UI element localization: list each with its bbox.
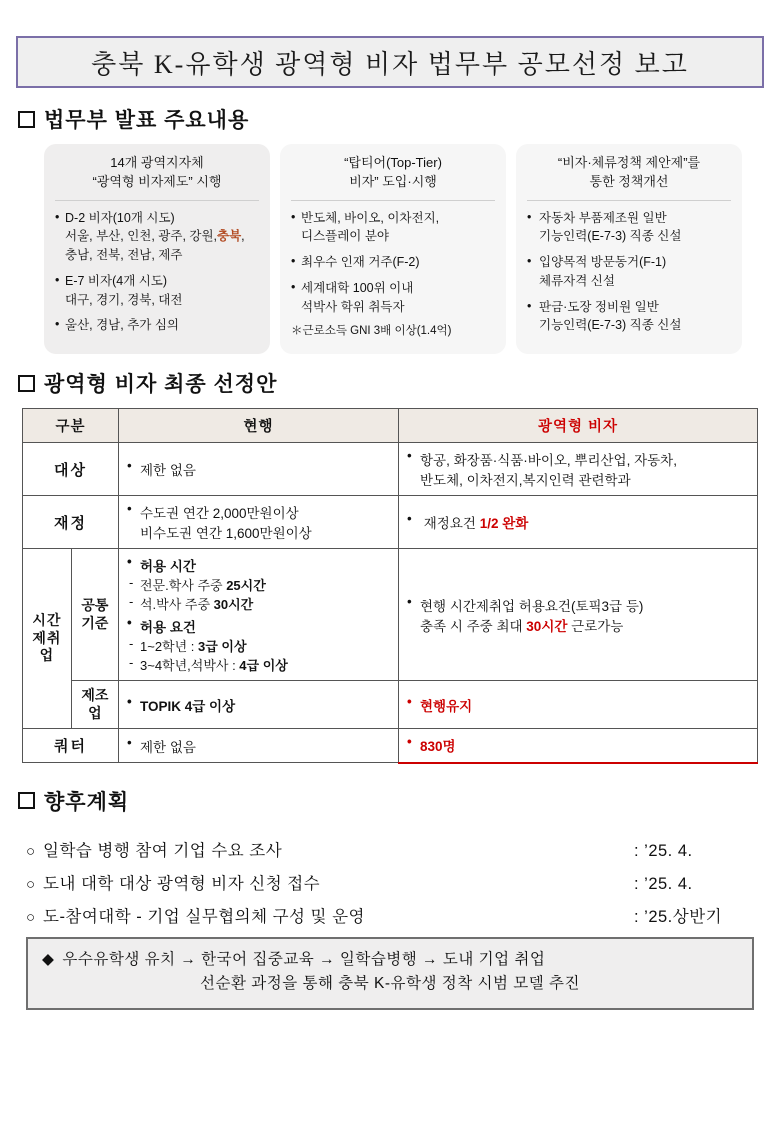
list-item [26,870,754,894]
row-label-finance: 재정 [23,496,119,549]
line2-pre: 충족 시 주중 최대 [420,618,527,634]
cell-current-finance [119,496,399,549]
row-sublabel-manufacturing: 제조업 [71,681,118,729]
info-card-2-header [291,154,495,192]
info-card-2-list [291,209,495,317]
table-body [23,443,758,763]
column-header-new-visa: 광역형 비자 [399,409,758,443]
info-card-1-header-line1: 14개 광역지자체 [110,155,204,170]
item-sub: 체류자격 신설 [539,273,615,288]
column-header-category: 구분 [23,409,119,443]
info-card-2-note: ＊근로소득 GNI 3배 이상(1.4억) [291,325,452,338]
plan-label: 일학습 병행 참여 기업 수요 조사 [43,841,283,860]
cell-text: • 현행유지 [407,695,749,715]
page-title-text: 충북 K-유학생 광역형 비자 법무부 공모선정 보고 [91,49,689,79]
summary-line-1-text: 우수유학생 유치 → 한국어 집중교육 → 일학습병행 → 도내 기업 취업 [62,950,546,968]
cell-new-manufacturing [399,681,758,729]
item-sub-post: , 충남, 전북, 전남, 제주 [65,229,245,263]
dash-bold: 4급 이상 [239,658,288,674]
info-card-2-header-line1: “탑티어(Top-Tier) [344,155,442,170]
list-item [291,209,495,247]
item-sub-highlight: 충북 [217,229,242,244]
circle-marker-icon: ○ [26,908,36,926]
item-sub: 디스플레이 분야 [301,229,389,244]
summary-line-2: 선순환 과정을 통해 충북 K-유학생 정착 시범 모델 추진 [200,975,580,993]
item-main: 울산, 경남, 추가 심의 [65,318,179,333]
cell-text-main-2: • 허용 요건 [127,616,390,636]
row-sublabel-common: 공통기준 [71,549,118,681]
cell-text [407,512,749,532]
plan-label: 도내 대학 대상 광역형 비자 신청 접수 [43,874,321,893]
summary-line-1 [42,948,738,973]
item-sub: 기능인력(E-7-3) 직종 신설 [539,229,682,244]
table-head [23,409,758,443]
list-item [527,298,731,336]
section-1-title: 법무부 발표 주요내용 [44,109,250,132]
cell-new-target [399,443,758,496]
row-label-parttime: 시간제취업 [23,549,72,729]
cell-text-dash-1 [127,575,390,594]
cell-new-parttime-common [399,549,758,681]
section-2-title: 광역형 비자 최종 선정안 [44,373,278,397]
cell-text-dash-3 [127,636,390,655]
info-card-3-header-line1: “비자·체류정책 제안제”를 [557,155,701,170]
checkbox-square-icon [18,375,35,392]
item-main: 자동차 부품제조원 일반 [539,210,667,225]
item-main: E-7 비자(4개 시도) [65,273,168,288]
table-row [23,496,758,549]
plan-label: 도-참여대학 - 기업 실무협의체 구성 및 운영 [43,907,365,926]
comparison-table-wrap [16,408,764,764]
cell-current-manufacturing [119,681,399,729]
item-main: 입양목적 방문동거(F-1) [539,255,667,270]
info-card-3-header-line2: 통한 정책개선 [589,173,669,189]
info-card-2-header-line2: 비자” 도입·시행 [349,173,437,189]
cell-text-line1: • 항공, 화장품·식품·바이오, 뿌리산업, 자동차, [407,449,749,469]
page-title [16,36,764,88]
table-row [23,681,758,729]
info-card-3-header [527,154,731,192]
list-item [26,903,754,927]
section-heading-3 [18,786,764,816]
info-card-1-header [55,154,259,192]
cell-text-line2: 비수도권 연간 1,600만원이상 [140,526,312,542]
info-card-3-list [527,209,731,336]
dash-text: 1~2학년 : [140,639,199,655]
circle-marker-icon: ○ [26,875,36,893]
table-row [23,729,758,763]
cell-current-parttime-common [119,549,399,681]
info-card-2 [280,144,506,354]
cell-new-quota [399,729,758,763]
item-main: 최우수 인재 거주(F-2) [301,255,420,270]
plan-list [16,826,764,927]
list-item [55,316,259,335]
cell-text: • 제한 없음 [127,459,390,479]
plan-date: : ’25. 4. [634,874,693,893]
info-card-1-list [55,209,259,336]
table-row [23,443,758,496]
info-card-1 [44,144,270,354]
section-3-title: 향후계획 [44,790,130,814]
plan-date: : ’25. 4. [634,841,693,860]
plan-date: : ’25.상반기 [634,907,723,926]
dash-bold: 25시간 [226,578,266,594]
item-main: 판금·도장 정비원 일반 [539,299,659,314]
checkbox-square-icon [18,792,35,809]
dash-text: 3~4학년,석박사 : [140,658,240,674]
table-row [23,549,758,681]
dash-text: 석.박사 주중 [140,597,214,613]
item-sub: 석박사 학위 취득자 [301,299,405,314]
dash-bold: 3급 이상 [198,639,247,655]
list-item [291,253,495,272]
cell-text: • 제한 없음 [127,736,390,756]
table-header-row [23,409,758,443]
comparison-table [22,408,758,764]
cell-text-main-1: • 허용 시간 [127,555,390,575]
cell-text: • TOPIK 4급 이상 [127,695,390,715]
line2-post: 근로가능 [567,618,624,634]
list-item [55,272,259,310]
cell-text: • 830명 [407,735,749,755]
section-heading-1 [18,104,764,134]
list-item [26,837,754,861]
info-card-3 [516,144,742,354]
cell-current-target [119,443,399,496]
column-header-current: 현행 [119,409,399,443]
diamond-marker-icon: ◆ [42,950,55,968]
item-sub: 대구, 경기, 경북, 대전 [65,292,183,307]
cell-text-line1: • 수도권 연간 2,000만원이상 [127,502,390,522]
dash-bold: 30시간 [213,597,254,613]
line2-highlight: 30시간 [526,618,568,634]
checkbox-square-icon [18,111,35,128]
circle-marker-icon: ○ [26,842,36,860]
info-card-group [16,144,764,354]
info-card-1-header-line2: “광역형 비자제도” 시행 [92,173,222,189]
card-3-divider [527,200,731,201]
cell-text-dash-2 [127,594,390,613]
item-main: 반도체, 바이오, 이차전지, [301,210,440,225]
dash-text: 전문.학사 주중 [140,578,227,594]
section-heading-2 [18,368,764,398]
item-main: 세계대학 100위 이내 [301,280,414,295]
row-label-quota: 쿼터 [23,729,119,763]
cell-text-plain: 재정요건 [423,516,480,532]
list-item [55,209,259,265]
list-item [527,253,731,291]
cell-text-dash-4 [127,655,390,674]
item-sub [65,227,259,265]
item-sub: 기능인력(E-7-3) 직종 신설 [539,318,682,333]
item-main: D-2 비자(10개 시도) [65,210,175,225]
cell-text-line1: • 현행 시간제취업 허용요건(토픽3급 등) [407,595,749,615]
list-item [527,209,731,247]
cell-new-finance [399,496,758,549]
cell-text-line2 [407,615,749,635]
item-sub-pre: 서울, 부산, 인천, 광주, 강원, [65,229,218,244]
cell-text-highlight: 1/2 완화 [479,516,529,532]
card-2-divider [291,200,495,201]
row-label-target: 대상 [23,443,119,496]
summary-callout [26,937,754,1011]
card-1-divider [55,200,259,201]
cell-text-line2: 반도체, 이차전지,복지인력 관련학과 [420,473,631,489]
cell-current-quota [119,729,399,763]
list-item [291,279,495,317]
